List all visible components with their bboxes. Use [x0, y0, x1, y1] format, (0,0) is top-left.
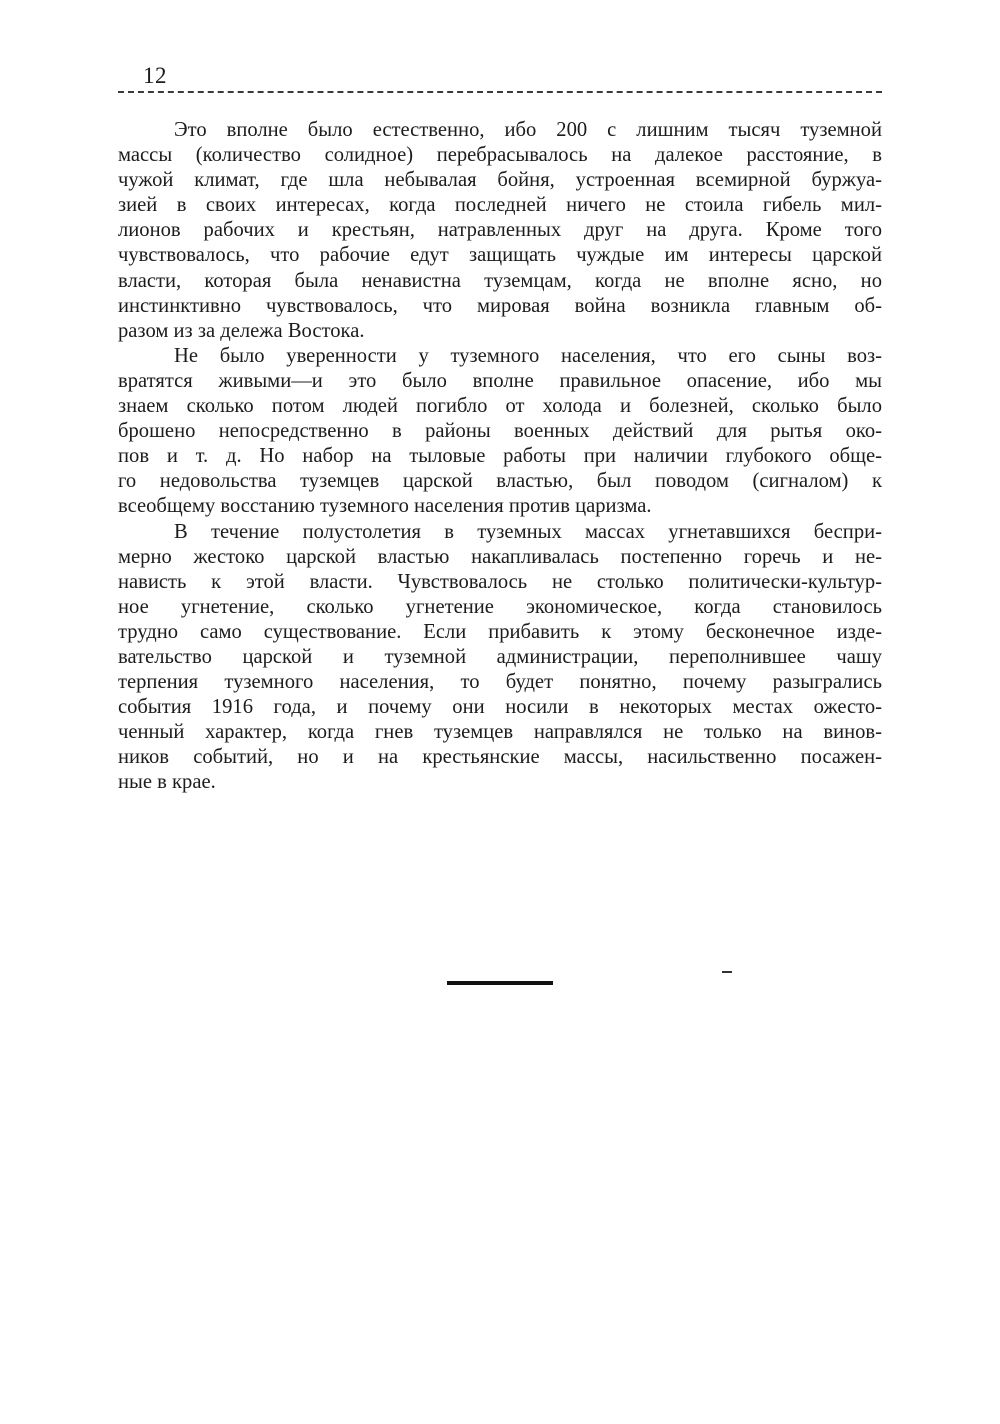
paragraph	[118, 118, 882, 344]
text-line: знаем сколько потом людей погибло от холода и болезней, сколько было	[118, 395, 882, 418]
text-line: Это вполне было естественно, ибо 200 с лишним тысяч туземной	[174, 119, 882, 141]
text-line: чужой климат, где шла небывалая бойня, устроенная всемирной буржуа-	[118, 169, 882, 192]
text-line: нависть к этой власти. Чувствовалось не столько политически-культур-	[118, 570, 882, 593]
text-line: Не было уверенности у туземного населения, что его сыны воз-	[174, 344, 882, 367]
text-line: ное угнетение, сколько угнетение экономическое, когда становилось	[118, 595, 882, 618]
text-line: ченный характер, когда гнев туземцев направлялся не только на винов-	[118, 721, 882, 744]
text-line: ные в крае.	[118, 771, 216, 794]
end-rule	[447, 981, 553, 985]
text-line: вратятся живыми—и это было вполне правильное опасение, ибо мы	[118, 369, 882, 392]
text-line: разом из за дележа Востока.	[118, 319, 365, 342]
text-line: зией в своих интересах, когда последней ничего не стоила гибель мил-	[118, 194, 882, 217]
text-line: ников событий, но и на крестьянские массы, насильственно посажен-	[118, 746, 882, 769]
text-line: события 1916 года, и почему они носили в некоторых местах ожесто-	[118, 696, 882, 719]
text-line: пов и т. д. Но набор на тыловые работы при наличии глубокого обще-	[118, 445, 882, 468]
stray-mark	[722, 971, 732, 973]
text-line: го недовольства туземцев царской властью, был поводом (сигналом) к	[118, 470, 882, 493]
text-line: чувствовалось, что рабочие едут защищать чуждые им интересы царской	[118, 244, 882, 267]
text-line: всеобщему восстанию туземного населения против царизма.	[118, 495, 652, 518]
text-line: брошено непосредственно в районы военных действий для рытья око-	[118, 420, 882, 443]
paragraph	[118, 344, 882, 520]
text-line: трудно само существование. Если прибавить к этому бесконечное изде-	[118, 620, 882, 643]
paragraph	[118, 520, 882, 796]
text-line: В течение полустолетия в туземных массах угнетавшихся беспри-	[174, 520, 882, 543]
text-line: власти, которая была ненавистна туземцам, когда не вполне ясно, но	[118, 269, 882, 292]
page-number: 12	[143, 63, 167, 88]
text-line: массы (количество солидное) перебрасывалось на далекое расстояние, в	[118, 144, 882, 167]
text-line: терпения туземного населения, то будет понятно, почему разыгрались	[118, 671, 882, 694]
header-rule	[118, 91, 882, 93]
body-text	[118, 118, 882, 796]
text-line: мерно жестоко царской властью накапливалась постепенно горечь и не-	[118, 545, 882, 568]
text-line: инстинктивно чувствовалось, что мировая война возникла главным об-	[118, 294, 882, 317]
text-line: лионов рабочих и крестьян, натравленных друг на друга. Кроме того	[118, 219, 882, 242]
text-line: вательство царской и туземной администрации, переполнившее чашу	[118, 645, 882, 668]
